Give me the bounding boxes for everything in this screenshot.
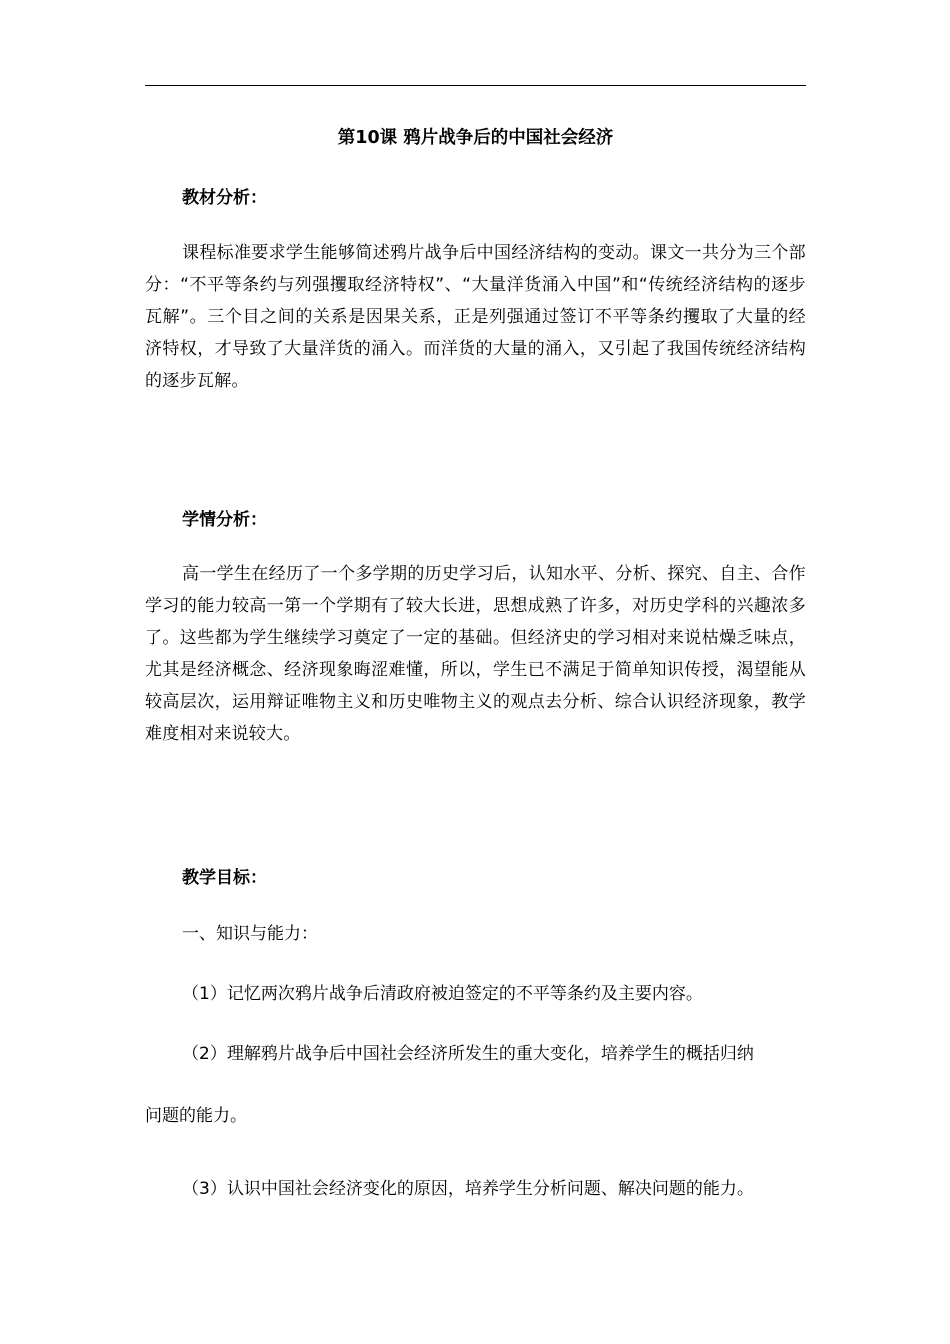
section-heading-goals: 教学目标： xyxy=(182,868,267,888)
goal-item-2-line-2: 问题的能力。 xyxy=(145,1106,247,1126)
goal-item-1: （1）记忆两次鸦片战争后清政府被迫签定的不平等条约及主要内容。 xyxy=(182,984,703,1004)
paragraph-textbook: 课程标准要求学生能够简述鸦片战争后中国经济结构的变动。课文一共分为三个部分：“不平等条约与列强攫取经济特权”、“大量洋货涌入中国”和“传统经济结构的逐步瓦解”。三个目之间的关系是因果关系，正是列强通过签订不平等条约攫取了大量的经济特权，才导致了大量洋货的涌入。而洋货的大量的涌入，又引起了我国传统经济结构的逐步瓦解。 xyxy=(145,243,806,391)
goal-item-3: （3）认识中国社会经济变化的原因，培养学生分析问题、解决问题的能力。 xyxy=(182,1179,754,1199)
section-heading-students: 学情分析： xyxy=(182,510,267,530)
header-rule xyxy=(145,85,806,86)
goals-subheading: 一、知识与能力： xyxy=(182,924,318,944)
section-heading-textbook: 教材分析： xyxy=(182,188,267,208)
document-title: 第10课 鸦片战争后的中国社会经济 xyxy=(337,128,614,148)
goal-item-2-line-1: （2）理解鸦片战争后中国社会经济所发生的重大变化，培养学生的概括归纳 xyxy=(182,1044,754,1064)
paragraph-students: 高一学生在经历了一个多学期的历史学习后，认知水平、分析、探究、自主、合作学习的能力较高一第一个学期有了较大长进，思想成熟了许多，对历史学科的兴趣浓多了。这些都为学生继续学习奠定了一定的基础。但经济史的学习相对来说枯燥乏味点，尤其是经济概念、经济现象晦涩难懂，所以，学生已不满足于简单知识传授，渴望能从较高层次，运用辩证唯物主义和历史唯物主义的观点去分析、综合认识经济现象，教学难度相对来说较大。 xyxy=(145,564,806,744)
